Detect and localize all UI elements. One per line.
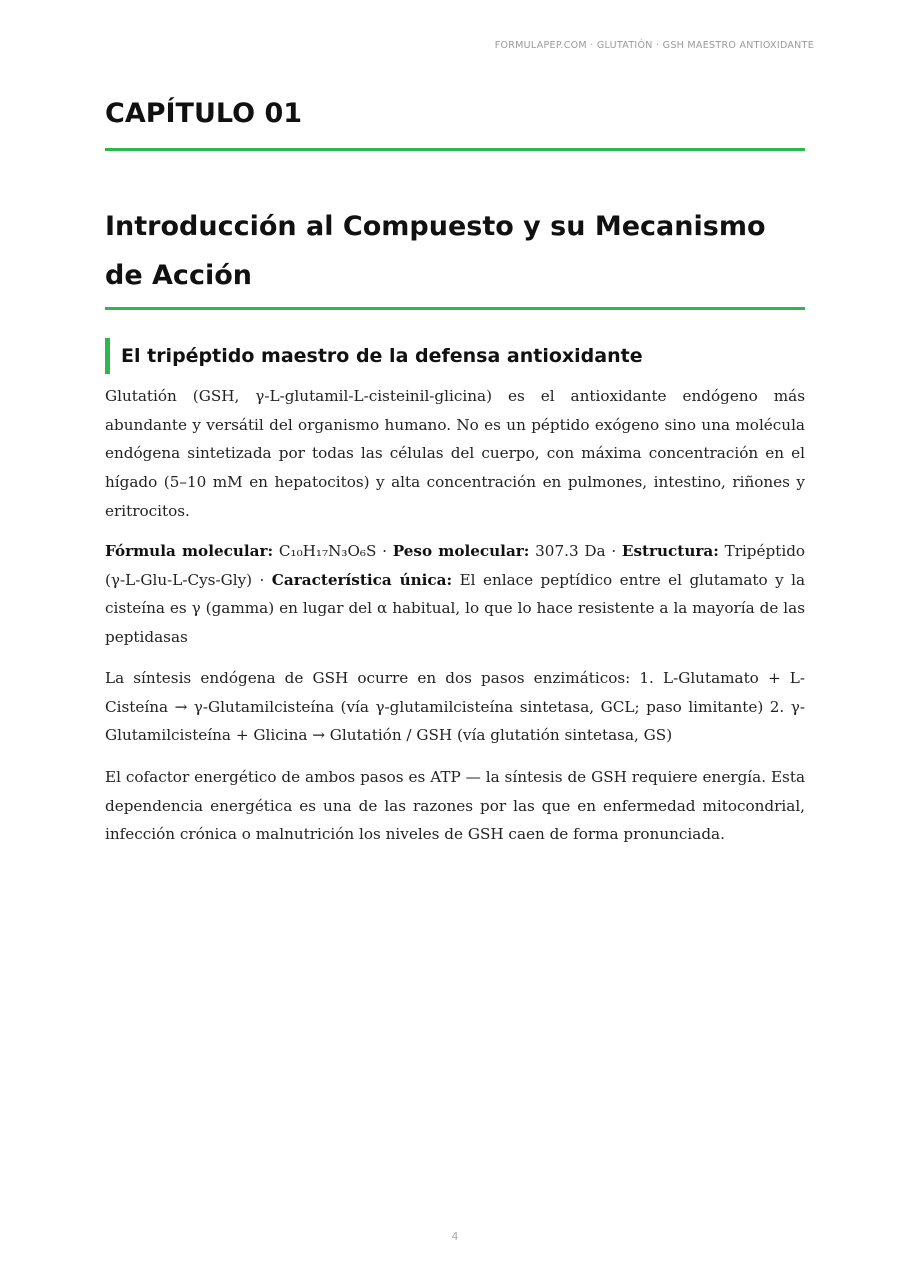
separator: · xyxy=(259,570,265,589)
section-title: El tripéptido maestro de la defensa antioxidante xyxy=(121,345,643,367)
title-divider xyxy=(105,307,805,310)
page-number: 4 xyxy=(451,1230,459,1243)
weight-label: Peso molecular: xyxy=(392,542,530,560)
intro-paragraph: Glutatión (GSH, γ-L-glutamil-L-cisteinil-glicina) es el antioxidante endógeno más abundante y versátil del organismo humano. No es un péptido exógeno sino una molécula endógena sintetizada por todas las células del cuerpo, con máxima concentración en el hígado (5–10 mM en hepatocitos) y alta concentración en pulmones, intestino, riñones y eritrocitos. xyxy=(105,387,805,520)
formula-label: Fórmula molecular: xyxy=(105,542,274,560)
section-accent-bar xyxy=(105,338,110,374)
separator: · xyxy=(382,542,387,560)
structure-value: Tripéptido (γ-L-Glu-L-Cys-Gly) xyxy=(105,542,806,589)
structure-label: Estructura: xyxy=(621,542,719,560)
weight-value: 307.3 Da xyxy=(535,542,606,560)
synthesis-paragraph: La síntesis endógena de GSH ocurre en dos pasos enzimáticos: 1. L-Glutamato + L-Cisteína → γ-Glutamilcisteína (vía γ-glutamilcisteína sintetasa, GCL; paso limitante) 2. γ-Glutamilcisteína + Glicina → Glutatión / GSH (vía glutatión sintetasa, GS) xyxy=(105,669,805,745)
cofactor-paragraph: El cofactor energético de ambos pasos es ATP — la síntesis de GSH requiere energía. Esta dependencia energética es una de las razones por las que en enfermedad mitocondrial, infección crónica o malnutrición los niveles de GSH caen de forma pronunciada. xyxy=(105,768,805,844)
facts-paragraph xyxy=(105,537,805,652)
unique-value: El enlace peptídico entre el glutamato y la cisteína es γ (gamma) en lugar del α habitual, lo que lo hace resistente a la mayoría de las peptidasas xyxy=(105,570,806,647)
unique-label: Característica única: xyxy=(271,570,453,589)
running-header: FORMULAPEP.COM · GLUTATIÓN · GSH MAESTRO ANTIOXIDANTE xyxy=(494,40,814,51)
section-heading xyxy=(105,338,805,374)
formula-value: C₁₀H₁₇N₃O₆S xyxy=(278,542,377,560)
chapter-divider xyxy=(105,148,805,151)
chapter-label: CAPÍTULO 01 xyxy=(105,98,303,129)
chapter-title: Introducción al Compuesto y su Mecanismo de Acción xyxy=(105,211,766,291)
separator: · xyxy=(611,542,617,560)
